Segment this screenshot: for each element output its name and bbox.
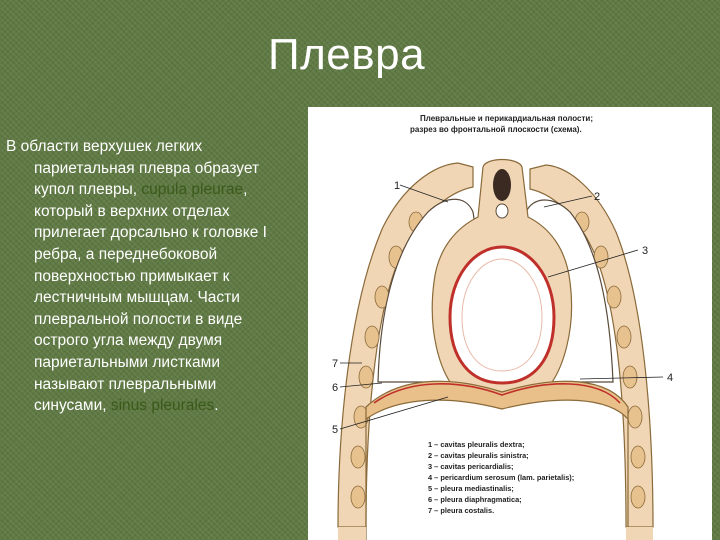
paragraph-line: прилегает дорсально к головке I xyxy=(34,224,267,242)
paragraph-line: париетальная плевра образует xyxy=(34,159,260,177)
label-5: 5 xyxy=(332,424,339,436)
label-2: 2 xyxy=(594,191,601,203)
label-4: 4 xyxy=(667,372,674,384)
paragraph-line xyxy=(6,395,308,417)
legend-item: 3 – cavitas pericardialis; xyxy=(428,462,514,471)
paragraph-line: ребра, а переднебоковой xyxy=(34,245,218,263)
figure-caption-line1: Плевральные и перикардиальная полости; xyxy=(420,114,593,123)
paragraph-line: В области верхушек легких xyxy=(6,138,203,155)
paragraph-line: плевральной полости в виде xyxy=(34,310,243,328)
label-1: 1 xyxy=(394,180,401,192)
slide-title: Плевра xyxy=(268,30,426,79)
legend-item: 5 – pleura mediastinalis; xyxy=(428,484,514,493)
paragraph-text: . xyxy=(214,397,219,415)
latin-term-sinus: sinus pleurales xyxy=(110,397,215,415)
figure-caption-line2: разрез во фронтальной плоскости (схема). xyxy=(410,125,582,134)
esophagus xyxy=(496,204,508,218)
label-7: 7 xyxy=(332,358,339,370)
paragraph-line: острого угла между двумя xyxy=(34,332,223,350)
legend-item: 7 – pleura costalis. xyxy=(428,506,495,515)
legend-item: 4 – pericardium serosum (lam. parietalis); xyxy=(428,473,575,482)
paragraph-line: называют плевральными xyxy=(34,375,217,393)
paragraph-text: синусами, xyxy=(34,397,111,415)
pleura-diagram xyxy=(308,107,712,540)
legend-item: 1 – cavitas pleuralis dextra; xyxy=(428,440,525,449)
slide-paragraph xyxy=(6,136,308,417)
abdominal-wall-left xyxy=(338,527,366,540)
legend-item: 2 – cavitas pleuralis sinistra; xyxy=(428,451,529,460)
paragraph-line: париетальными листками xyxy=(34,353,220,371)
abdominal-wall-right xyxy=(626,527,653,540)
paragraph-text: купол плевры, xyxy=(34,181,142,199)
label-3: 3 xyxy=(642,245,649,257)
trachea xyxy=(493,169,511,201)
label-6: 6 xyxy=(332,382,339,394)
paragraph-text: , xyxy=(243,181,248,199)
legend-item: 6 – pleura diaphragmatica; xyxy=(428,495,522,504)
pericardium-inner xyxy=(462,259,542,371)
paragraph-line xyxy=(6,179,308,201)
pleura-diagram-panel xyxy=(308,107,712,540)
paragraph-line: который в верхних отделах xyxy=(34,202,230,220)
paragraph-line: лестничным мышцам. Части xyxy=(34,289,240,307)
latin-term-cupula: cupula pleurae xyxy=(141,181,244,199)
paragraph-line: поверхностью примыкает к xyxy=(34,267,230,285)
